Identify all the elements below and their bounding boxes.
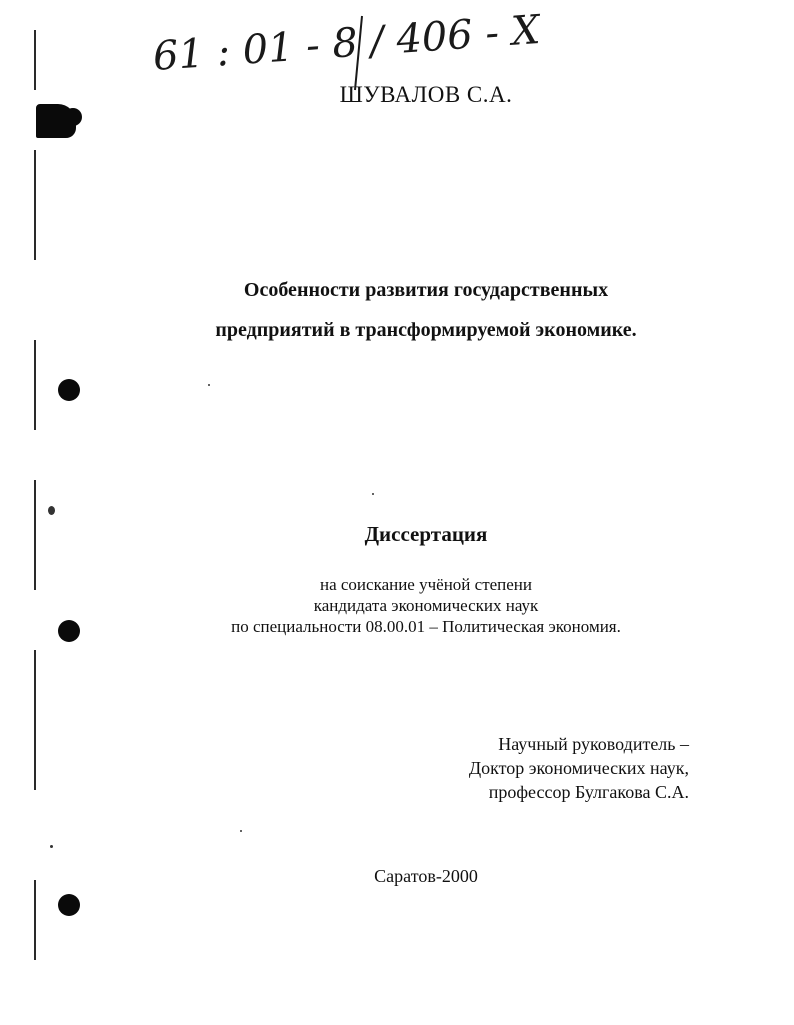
binder-clip-mark (36, 104, 76, 138)
document-type: Диссертация (364, 522, 488, 546)
scan-edge-line (34, 150, 36, 260)
scan-edge-line (34, 650, 36, 790)
scan-edge-line (34, 340, 36, 430)
title-line: Особенности развития государственных (243, 279, 609, 301)
degree-line: кандидата экономических наук (313, 596, 539, 615)
supervisor-line: Научный руководитель – (498, 734, 689, 754)
dissertation-title (0, 270, 794, 350)
punch-hole (58, 379, 80, 401)
author-name: ШУВАЛОВ С.А. (339, 82, 513, 107)
scan-speck (50, 845, 53, 848)
degree-line: на соискание учёной степени (319, 575, 533, 594)
scan-edge-line (34, 30, 36, 90)
punch-hole (58, 894, 80, 916)
title-line: предприятий в трансформируемой экономике. (215, 319, 637, 341)
scan-speck (208, 384, 210, 386)
city-year: Саратов-2000 (374, 866, 478, 886)
supervisor-block (469, 732, 689, 804)
scan-speck (48, 506, 55, 515)
degree-line: по специальности 08.00.01 – Политическая экономия. (231, 617, 621, 636)
supervisor-line: Доктор экономических наук, (468, 758, 689, 778)
scan-speck (240, 830, 242, 832)
scan-speck (372, 493, 374, 495)
degree-statement (0, 574, 794, 637)
svg-text:61 : 01 - 8 / 406 - X: 61 : 01 - 8 / 406 - X (151, 7, 542, 80)
supervisor-line: профессор Булгакова С.А. (488, 782, 689, 802)
scan-edge-line (34, 880, 36, 960)
